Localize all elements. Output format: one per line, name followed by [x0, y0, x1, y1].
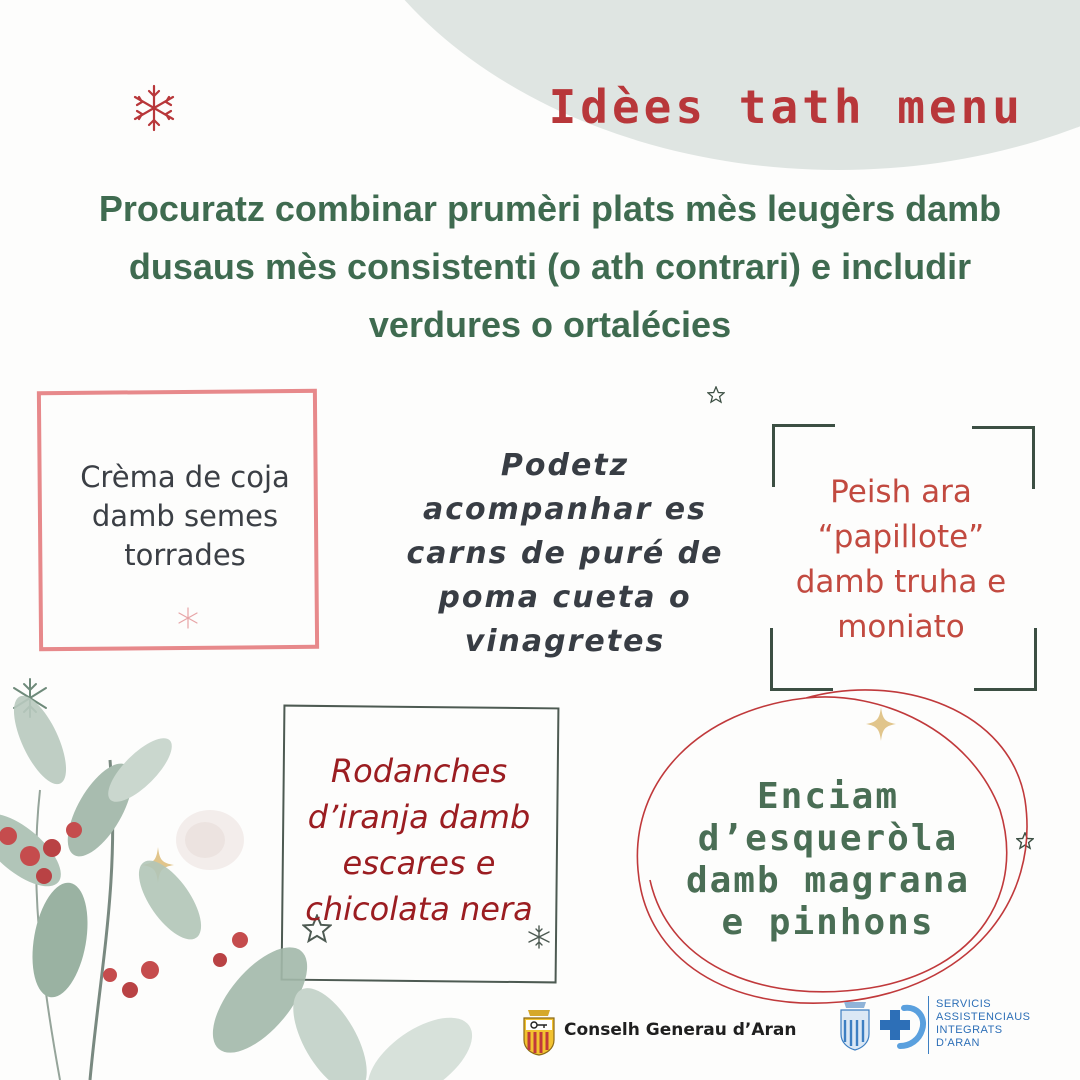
logo-line: D’ARAN [936, 1037, 980, 1049]
page-title: Idèes tath menu [548, 80, 1024, 134]
shield-crest-icon [520, 1006, 558, 1056]
shield-crest-icon [838, 998, 872, 1052]
intro-text: Procuratz combinar prumèri plats mès leugèrs damb dusaus mès consistenti (o ath contrari) e includir verdures o ortalécies [98, 188, 1002, 345]
menu-item-dessert: Rodanches d’iranja damb escares e chicolata nera [305, 752, 533, 928]
menu-item-fish: Peish ara “papillote” damb truha e moniato [795, 474, 1007, 645]
star-icon [707, 386, 725, 404]
logo-line: ASSISTENCIAUS [936, 1011, 1031, 1023]
logo-line: INTEGRATS [936, 1024, 1003, 1036]
logo-text: Conselh Generau d’Aran [564, 1020, 797, 1040]
snowflake-icon [128, 82, 180, 134]
cross-mark-icon [874, 1000, 928, 1054]
logo-divider [928, 996, 929, 1054]
logo-conselh-generau [516, 1004, 816, 1058]
logo-servicis-assistenciaus [836, 996, 1066, 1056]
menu-tip: Podetz acompanhar es carns de puré de poma cueta o vinagretes [406, 448, 724, 659]
menu-item-salad: Enciam d’esqueròla damb magrana e pinhons [685, 776, 971, 943]
logo-line: SERVICIS [936, 998, 992, 1010]
menu-item-soup: Crèma de coja damb semes torrades [80, 460, 290, 572]
